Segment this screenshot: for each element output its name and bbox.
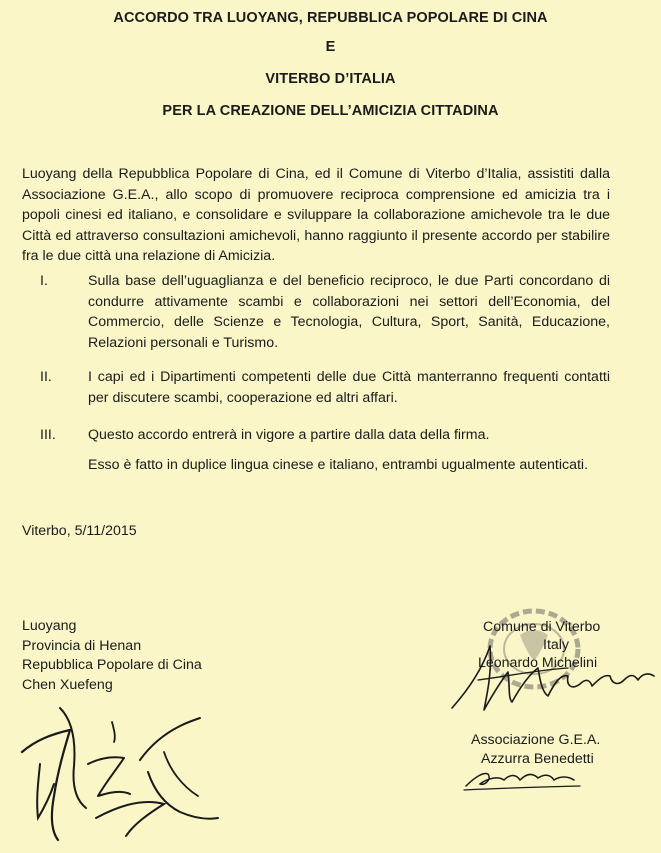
- signatory-left-block: [22, 617, 202, 695]
- association-signature: [462, 766, 584, 794]
- place-date: Viterbo, 5/11/2015: [22, 523, 137, 539]
- article-1: [40, 271, 610, 353]
- title-line-1: ACCORDO TRA LUOYANG, REPUBBLICA POPOLARE DI CINA: [113, 10, 548, 26]
- title-line-4: PER LA CREAZIONE DELL’AMICIZIA CITTADINA: [162, 103, 499, 119]
- article-1-number: I.: [40, 273, 48, 289]
- signatory-left-country: Repubblica Popolare di Cina: [22, 657, 202, 673]
- title-line-3: VITERBO D’ITALIA: [265, 71, 396, 87]
- article-2: [40, 367, 610, 408]
- title-line-2: E: [325, 39, 336, 55]
- article-3-number: III.: [40, 427, 56, 443]
- mayor-signature: [448, 640, 661, 715]
- association-signatory-name: Azzurra Benedetti: [481, 751, 594, 767]
- signatory-left-city: Luoyang: [22, 618, 77, 634]
- intro-paragraph: Luoyang della Repubblica Popolare di Cina, ed il Comune di Viterbo d’Italia, assistiti dalla Associazione G.E.A., allo scopo di promuovere reciproca comprensione ed amicizia tra i popoli cinesi ed italiano, e consolidare e sviluppare la collaborazione amichevole tra le due Città ed attraverso consultazioni amichevoli, hanno raggiunto il presente accordo per stabilire fra le due città una relazione di Amicizia.: [22, 166, 610, 264]
- signatory-left-province: Provincia di Henan: [22, 637, 142, 654]
- article-2-text: I capi ed i Dipartimenti competenti delle due Città manterranno frequenti contatti per discutere scambi, cooperazione ed altri affari.: [88, 369, 610, 406]
- association-name: Associazione G.E.A.: [471, 732, 601, 748]
- signatory-right-name: Leonardo Michelini: [478, 655, 598, 671]
- signatory-left-name: Chen Xuefeng: [22, 676, 113, 693]
- closing-statement: Esso è fatto in duplice lingua cinese e italiano, entrambi ugualmente autenticati.: [88, 457, 589, 473]
- article-3: [40, 425, 610, 446]
- signatory-association-block: [471, 731, 600, 769]
- signatory-right-entity: Comune di Viterbo: [483, 619, 601, 635]
- signatory-right-country: Italy: [543, 637, 570, 653]
- article-1-text: Sulla base dell’uguaglianza e del beneficio reciproco, le due Parti concordano di condurre attivamente scambi e collaborazioni nei settori dell’Economia, del Commercio, delle Scienze e Tecnologia, Cultura, Sport, Sanità, Educazione, Relazioni personali e Turismo.: [88, 273, 610, 351]
- luoyang-signature: [14, 700, 224, 850]
- article-3-text: Questo accordo entrerà in vigore a partire dalla data della firma.: [88, 427, 490, 443]
- article-2-number: II.: [40, 369, 52, 385]
